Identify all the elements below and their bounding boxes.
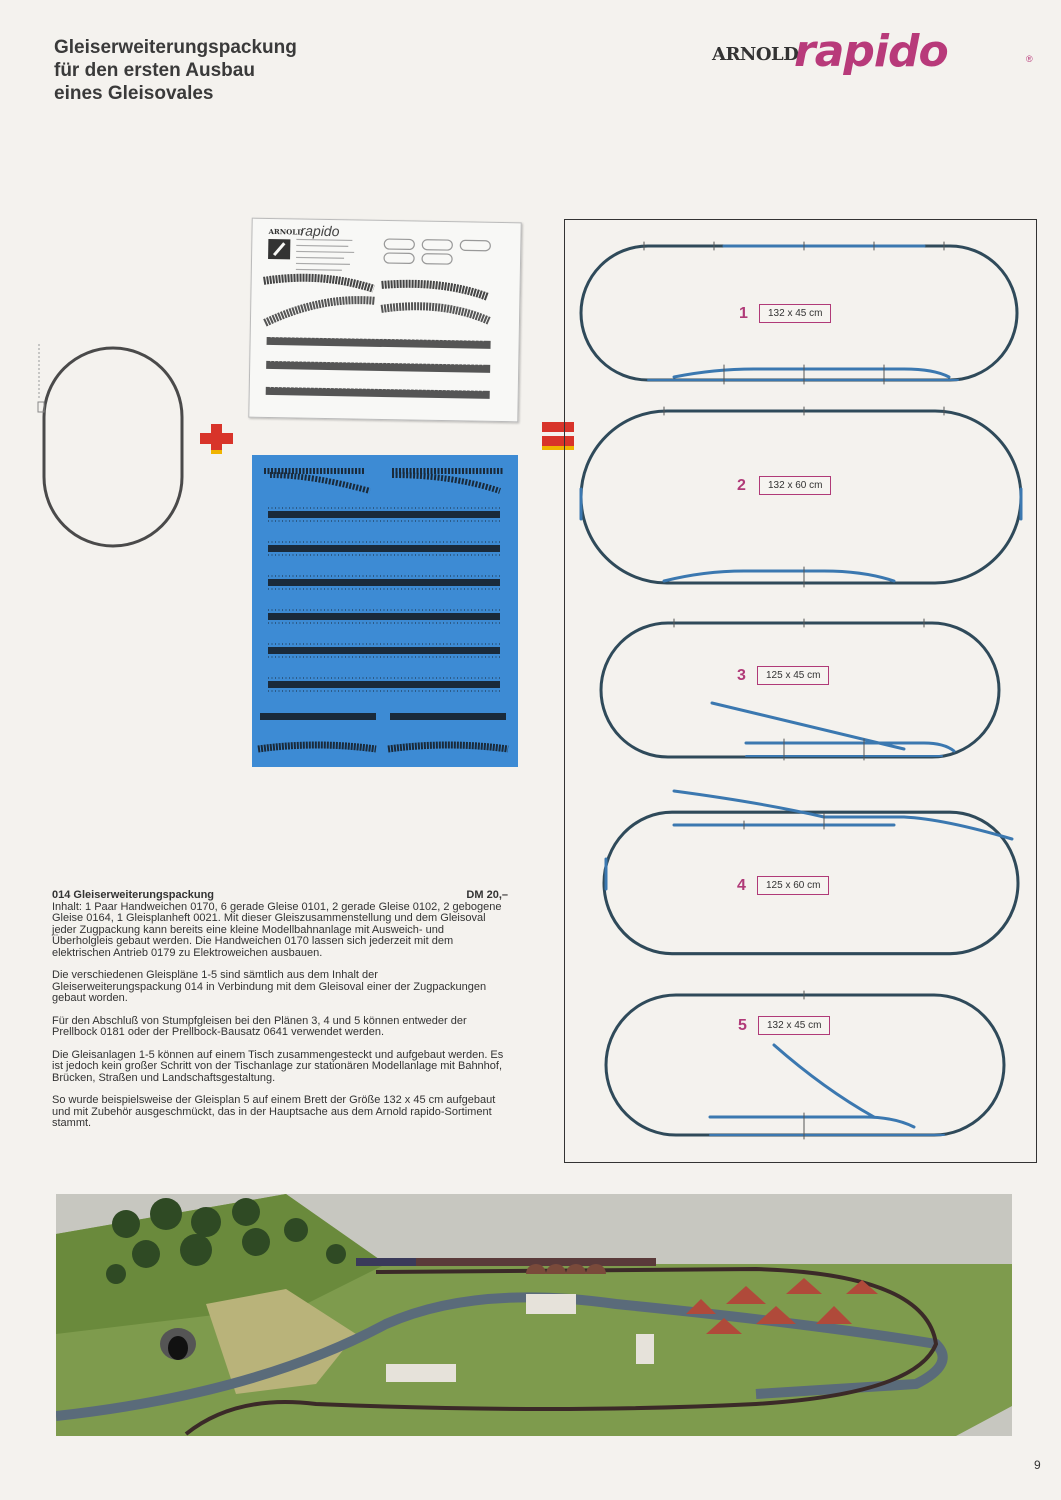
description-paragraph: Die verschiedenen Gleispläne 1-5 sind sämtlich aus dem Inhalt der Gleiserweiterungspackung 014 in Verbindung mit dem Gleisoval einer der Zugpackungen gebaut worden. bbox=[52, 969, 487, 1004]
product-name: 014 Gleiserweiterungspackung bbox=[52, 889, 215, 901]
card-brand-product: rapido bbox=[300, 222, 340, 240]
plan-number: 1 bbox=[739, 305, 748, 322]
product-price: DM 20,– bbox=[466, 889, 508, 901]
brand-name: ARNOLD bbox=[712, 44, 799, 65]
page-number: 9 bbox=[1034, 1458, 1041, 1472]
title-line: für den ersten Ausbau bbox=[54, 60, 255, 81]
card-brand-name: ARNOLD bbox=[268, 226, 304, 237]
track-plan-3 bbox=[601, 623, 999, 757]
pack-track-pieces bbox=[252, 455, 518, 767]
card-track-pieces bbox=[249, 219, 520, 422]
description-paragraph: So wurde beispielsweise der Gleisplan 5 auf einem Brett der Größe 132 x 45 cm aufgebaut und mit Zubehör ausgeschmückt, das in der Hauptsache aus dem Arnold rapido-Sortiment stammt. bbox=[52, 1094, 496, 1129]
registered-mark: ® bbox=[1026, 54, 1033, 64]
pack-insert-card bbox=[248, 218, 521, 423]
description-paragraph: Inhalt: 1 Paar Handweichen 0170, 6 gerade Gleise 0101, 2 gerade Gleise 0102, 2 gebogene Gleise 0164, 1 Gleisplanheft 0021. Mit dieser Gleiszusammenstellung und dem Gleisoval jeder Zugpackung kann bereits eine kleine Modellbahnanlage mit Ausweich- und Überholgleis gebaut werden. Die Handweichen 0170 lassen sich jederzeit mit dem elektrischen Antrieb 0179 zu Elektroweichen ausbauen. bbox=[52, 900, 502, 959]
title-line: Gleiserweiterungspackung bbox=[54, 37, 297, 58]
brand-logo bbox=[712, 26, 1042, 77]
track-plan-2 bbox=[581, 411, 1021, 583]
description-paragraph: Für den Abschluß von Stumpfgleisen bei den Plänen 3, 4 und 5 können entweder der Prellbock 0181 oder der Prellbock-Bausatz 0641 verwendet werden. bbox=[52, 1014, 467, 1038]
plan-size-label: 132 x 45 cm bbox=[758, 1016, 830, 1035]
plan-number: 3 bbox=[737, 667, 746, 684]
product-description bbox=[52, 890, 508, 1141]
pack-contents-card bbox=[252, 455, 518, 767]
brand-product: rapido bbox=[794, 26, 948, 77]
basic-oval-track bbox=[36, 340, 196, 560]
plan-number: 5 bbox=[738, 1017, 747, 1034]
page-title bbox=[54, 36, 297, 105]
product-heading bbox=[52, 890, 508, 902]
description-paragraph: Die Gleisanlagen 1-5 können auf einem Tisch zusammengesteckt und aufgebaut werden. Es ist jedoch kein großer Schritt von der Tischanlage zur stationären Modellanlage mit Bahnhof, Brücken, Straßen und Landschaftsgestaltung. bbox=[52, 1048, 504, 1084]
model-layout-photo bbox=[56, 1194, 1012, 1436]
plan-size-label: 132 x 45 cm bbox=[759, 304, 831, 323]
plan-number: 4 bbox=[737, 877, 746, 894]
plan-size-label: 125 x 60 cm bbox=[757, 876, 829, 895]
title-line: eines Gleisovales bbox=[54, 83, 214, 104]
plan-size-label: 132 x 60 cm bbox=[759, 476, 831, 495]
plus-sign-icon bbox=[200, 424, 234, 456]
plan-number: 2 bbox=[737, 477, 746, 494]
track-plan-4 bbox=[604, 791, 1018, 954]
plan-size-label: 125 x 45 cm bbox=[757, 666, 829, 685]
